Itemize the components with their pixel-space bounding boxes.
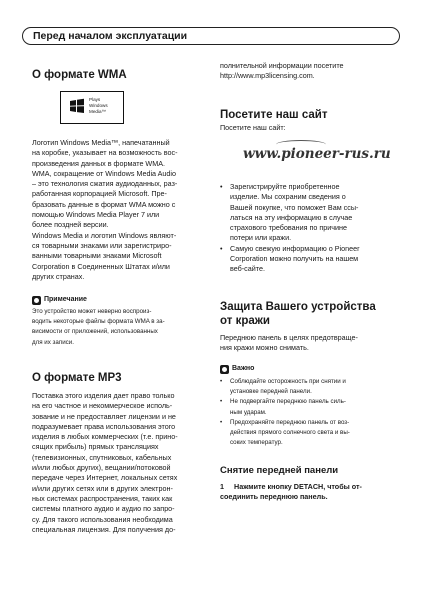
note-icon (32, 296, 41, 305)
text-line: сящих прибыль) прямых трансляциях (32, 442, 159, 452)
text-line: Переднюю панель в целях предотвраще- (220, 333, 358, 342)
list-item: • Самую свежую информацию о Pioneer Corporation можно получить на нашем веб-сайте. (220, 243, 360, 274)
text-line: специальная лицензия. Для получения до- (32, 524, 176, 534)
note-text (32, 307, 200, 348)
text-line: WMA, сокращение от Windows Media Audio (32, 168, 177, 178)
theft-heading (220, 300, 376, 328)
step-row (220, 482, 388, 492)
site-intro: Посетите наш сайт: (220, 123, 286, 132)
text-line: водить некоторые файлы формата WMA в за- (32, 318, 165, 326)
text-line: Не подвергайте переднюю панель силь- (230, 398, 346, 406)
logo-text (89, 97, 108, 115)
important-icon (220, 365, 229, 374)
text-line: Нажмите кнопку DETACH, чтобы от- (234, 482, 362, 491)
logo-line: Windows (89, 103, 108, 108)
pioneer-site-logo: www.pioneer-rus.ru (243, 146, 391, 162)
text-line: и/или любых других), вещании/потоковой (32, 463, 171, 473)
site-heading: Посетите наш сайт (220, 109, 328, 121)
list-item: • Зарегистрируйте приобретенное изделие. Мы сохраним сведения о Вашей покупке, что поможет Вам ссы- латься на эту информацию в случае страхового требования по причине потери или кражи. (220, 182, 359, 243)
section-header (22, 27, 400, 45)
text-line: Логотип Windows Media™, напечатанный (32, 138, 170, 147)
note-heading (32, 295, 87, 305)
step-1 (220, 482, 388, 503)
text-line: Самую свежую информацию о Pioneer (230, 243, 360, 253)
text-line: Это устройство может неверно воспроиз- (32, 308, 152, 315)
text-line: помощью Windows Media Player 7 или (32, 210, 160, 220)
text-line: передаче через Интернет, локальных сетях (32, 473, 178, 483)
windows-media-logo (60, 91, 124, 124)
text-line: Windows Media и логотип Windows являют- (32, 230, 177, 240)
list-item: • Предохраняйте переднюю панель от воз- действия прямого солнечного света и вы- соких температур. (220, 418, 350, 449)
note-label: Примечание (44, 296, 87, 303)
section-title: Перед началом эксплуатации (33, 30, 188, 42)
text-line: работанная корпорацией Microsoft. Пре- (32, 189, 167, 199)
text-line: соединить переднюю панель. (220, 492, 328, 502)
important-heading (220, 364, 254, 374)
site-bullets (220, 182, 360, 275)
logo-line: Plays (89, 97, 101, 102)
text-line: потери или кражи. (230, 233, 292, 243)
text-line: на его частное и некоммерческое исполь- (32, 401, 173, 411)
text-line: более поздней версии. (32, 220, 109, 230)
text-line: – это технология сжатия аудиоданных, раз- (32, 179, 178, 189)
wma-paragraph (32, 138, 200, 282)
text-line: http://www.mp3licensing.com. (220, 71, 315, 81)
mp3-paragraph (32, 391, 200, 535)
list-item: • Соблюдайте осторожность при снятии и установке передней панели. (220, 377, 350, 397)
important-label: Важно (232, 365, 255, 372)
text-line: су. Для такого использования необходима (32, 514, 173, 524)
text-line: подразумевает права использования этого (32, 421, 176, 431)
text-line: изделие. Мы сохраним сведения о (230, 192, 346, 202)
text-line: Поставка этого изделия дает право только (32, 391, 175, 400)
mp3-heading: О формате MP3 (32, 372, 122, 384)
text-line: произведения данных в формате WMA. (32, 158, 165, 168)
list-item: • Не подвергайте переднюю панель силь- ным ударам. (220, 397, 350, 417)
text-line: Вашей покупке, что поможет Вам ссы- (230, 202, 359, 212)
text-line: Предохраняйте переднюю панель от воз- (230, 418, 350, 426)
remove-heading: Снятие передней панели (220, 465, 339, 476)
text-line: Соблюдайте осторожность при снятии и (230, 378, 346, 385)
text-line: действия прямого солнечного света и вы- (230, 429, 350, 437)
text-line: зование и не предоставляет лицензии и не (32, 411, 176, 421)
text-line: на коробке, указывает на возможность вос- (32, 148, 178, 158)
text-line: Зарегистрируйте приобретенное (230, 182, 340, 191)
text-line: страхового требования по причине (230, 223, 348, 233)
wma-heading: О формате WMA (32, 69, 127, 81)
text-line: веб-сайте. (230, 264, 265, 274)
text-line: латься на эту информацию в случае (230, 212, 353, 222)
important-bullets (220, 377, 350, 448)
text-line: установке передней панели. (230, 388, 312, 396)
text-line: бразовать данные в формат WMA можно с (32, 199, 176, 209)
text-line: полнительной информации посетите (220, 61, 344, 70)
text-line: висимости от приложений, использованных (32, 328, 158, 336)
theft-paragraph (220, 333, 388, 354)
text-line: ся товарными знаками или зарегистриро- (32, 240, 172, 250)
text-line: системы платного аудио и аудио по запро- (32, 504, 175, 514)
text-line: других странах. (32, 271, 85, 281)
heading-line: Защита Вашего устройства (220, 301, 376, 313)
text-line: и/или других сетях или в других электрон- (32, 483, 173, 493)
text-line: ных системах распространения, таких как (32, 493, 173, 503)
logo-line: Media™ (89, 109, 107, 114)
text-line: ванными товарными знаками Microsoft (32, 251, 162, 261)
text-line: для их записи. (32, 338, 74, 346)
heading-line: от кражи (220, 315, 270, 327)
mp3-continued (220, 61, 388, 82)
text-line: ния кражи можно снимать. (220, 343, 309, 353)
text-line: соких температур. (230, 439, 283, 447)
text-line: ным ударам. (230, 408, 267, 416)
text-line: (телевизионных, спутниковых, кабельных (32, 452, 172, 462)
text-line: Corporation можно получить на нашем (230, 254, 359, 264)
windows-flag-icon (69, 98, 85, 114)
text-line: изделия в любых коммерческих (т.е. прино- (32, 432, 178, 442)
step-number: 1 (220, 482, 224, 491)
text-line: Corporation в Соединенных Штатах и/или (32, 261, 170, 271)
